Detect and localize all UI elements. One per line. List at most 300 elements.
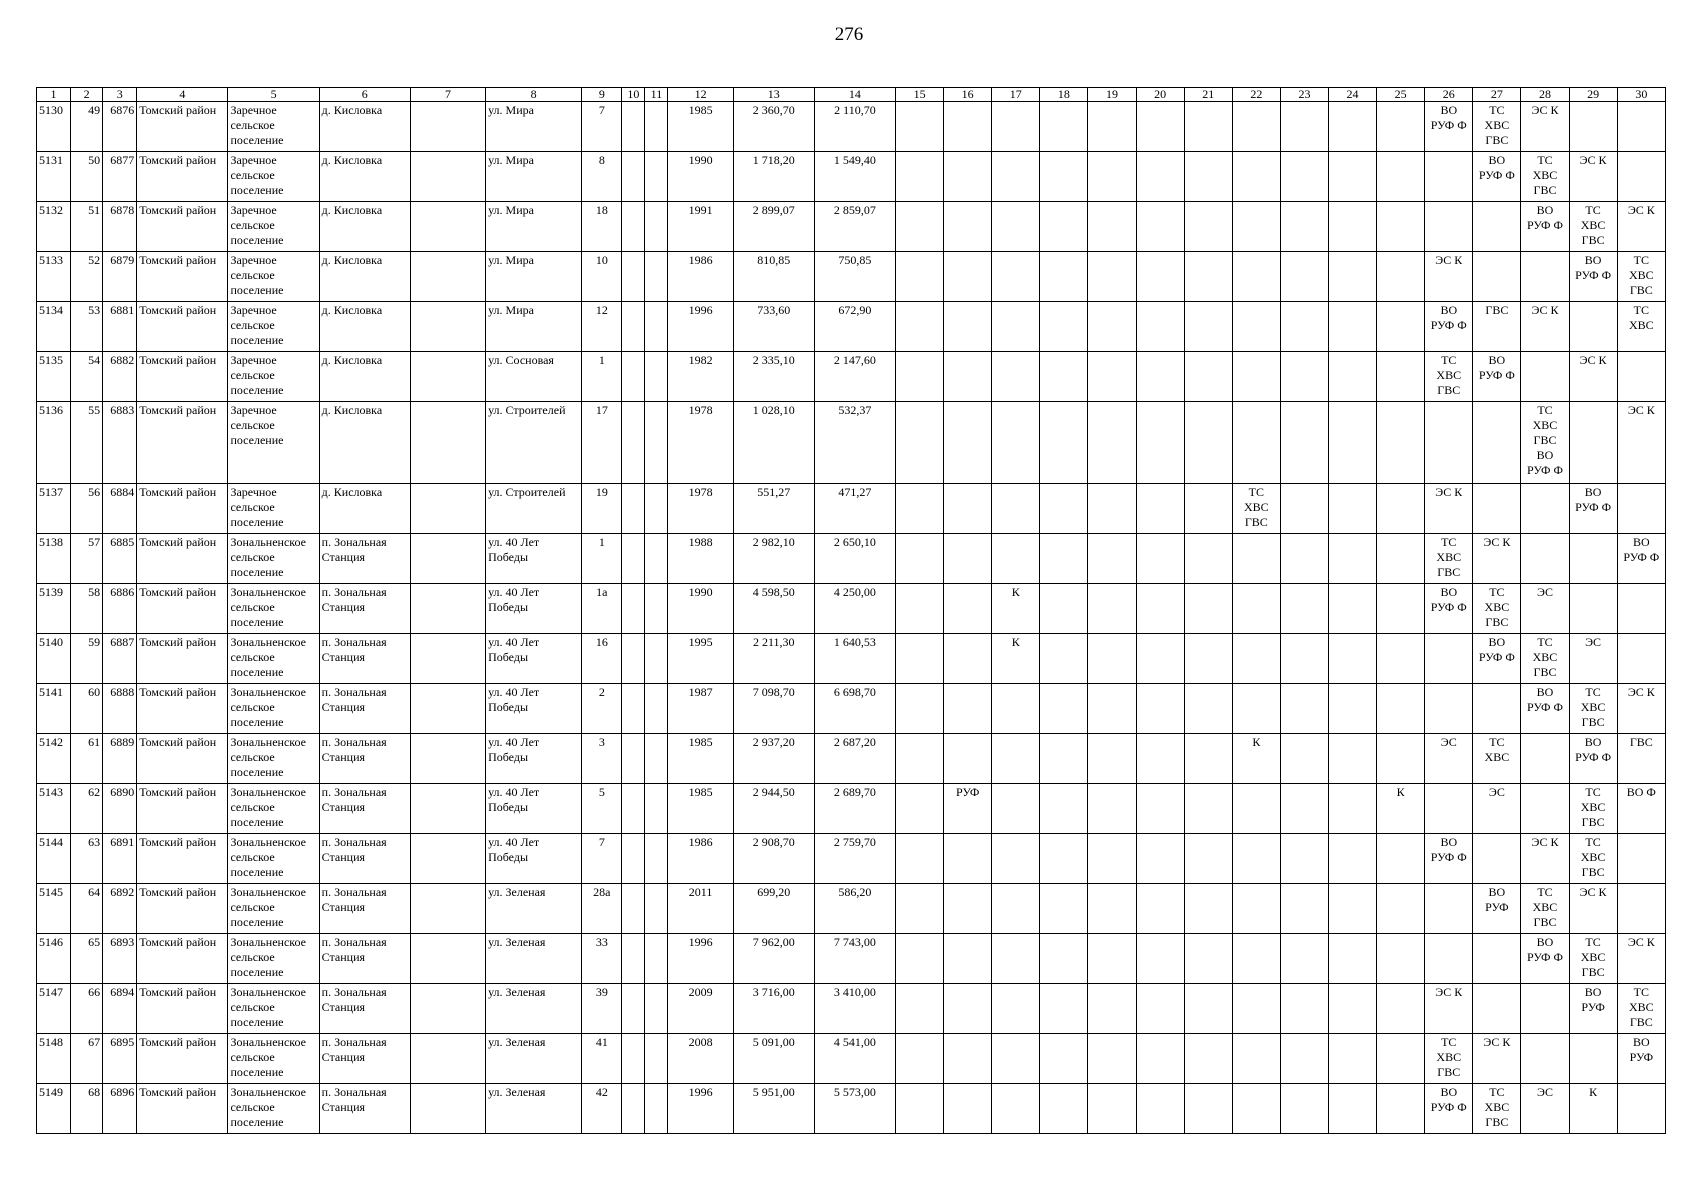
cell-col-23 <box>1280 884 1328 934</box>
cell-col-10 <box>622 784 645 834</box>
cell-col-19 <box>1088 884 1136 934</box>
column-number-26: 26 <box>1425 88 1473 102</box>
cell-col-24 <box>1329 1034 1377 1084</box>
table-row <box>37 784 1666 834</box>
cell-col-15 <box>896 302 944 352</box>
cell-col-23 <box>1280 734 1328 784</box>
cell-col-18 <box>1040 1084 1088 1134</box>
cell-col-16 <box>944 302 992 352</box>
cell-col-20 <box>1136 1084 1184 1134</box>
cell-col-20 <box>1136 352 1184 402</box>
cell-col-11 <box>645 1034 668 1084</box>
cell-col-21 <box>1184 402 1232 484</box>
cell-col-10 <box>622 884 645 934</box>
cell-col-10 <box>622 402 645 484</box>
cell-col-17 <box>992 202 1040 252</box>
cell-col-28: ВО РУФ Ф <box>1521 934 1569 984</box>
cell-col-6: п. Зональная Станция <box>319 784 410 834</box>
cell-col-16 <box>944 102 992 152</box>
cell-col-18 <box>1040 884 1088 934</box>
cell-col-4: Томский район <box>137 584 228 634</box>
cell-col-22 <box>1232 202 1280 252</box>
cell-col-2: 65 <box>71 934 103 984</box>
cell-col-1: 5140 <box>37 634 71 684</box>
cell-col-11 <box>645 984 668 1034</box>
column-number-30: 30 <box>1617 88 1665 102</box>
cell-col-10 <box>622 202 645 252</box>
cell-col-15 <box>896 834 944 884</box>
cell-col-18 <box>1040 484 1088 534</box>
cell-col-30 <box>1617 352 1665 402</box>
cell-col-15 <box>896 484 944 534</box>
cell-col-25 <box>1377 934 1425 984</box>
cell-col-7 <box>410 152 485 202</box>
cell-col-29: ТС ХВС ГВС <box>1569 834 1617 884</box>
column-number-25: 25 <box>1377 88 1425 102</box>
cell-col-6: д. Кисловка <box>319 152 410 202</box>
cell-col-17 <box>992 734 1040 784</box>
cell-col-30 <box>1617 584 1665 634</box>
cell-col-1: 5145 <box>37 884 71 934</box>
cell-col-6: д. Кисловка <box>319 402 410 484</box>
cell-col-26: ВО РУФ Ф <box>1425 302 1473 352</box>
cell-col-2: 54 <box>71 352 103 402</box>
cell-col-26: ЭС <box>1425 734 1473 784</box>
cell-col-3: 6889 <box>103 734 137 784</box>
cell-col-20 <box>1136 984 1184 1034</box>
cell-col-25 <box>1377 402 1425 484</box>
cell-col-14: 4 250,00 <box>814 584 895 634</box>
cell-col-29: ТС ХВС ГВС <box>1569 684 1617 734</box>
cell-col-5: Заречное сельское поселение <box>228 252 319 302</box>
cell-col-5: Заречное сельское поселение <box>228 402 319 484</box>
cell-col-8: ул. 40 Лет Победы <box>486 634 582 684</box>
cell-col-7 <box>410 102 485 152</box>
cell-col-4: Томский район <box>137 252 228 302</box>
cell-col-22 <box>1232 534 1280 584</box>
cell-col-10 <box>622 584 645 634</box>
cell-col-14: 2 859,07 <box>814 202 895 252</box>
cell-col-12: 1990 <box>668 584 733 634</box>
cell-col-23 <box>1280 1084 1328 1134</box>
cell-col-5: Зональненское сельское поселение <box>228 884 319 934</box>
cell-col-1: 5134 <box>37 302 71 352</box>
cell-col-20 <box>1136 934 1184 984</box>
cell-col-9: 2 <box>582 684 622 734</box>
cell-col-3: 6884 <box>103 484 137 534</box>
cell-col-22 <box>1232 102 1280 152</box>
cell-col-21 <box>1184 152 1232 202</box>
cell-col-17 <box>992 884 1040 934</box>
cell-col-4: Томский район <box>137 734 228 784</box>
cell-col-13: 5 091,00 <box>733 1034 814 1084</box>
cell-col-24 <box>1329 684 1377 734</box>
cell-col-8: ул. Мира <box>486 202 582 252</box>
cell-col-29: ЭС К <box>1569 884 1617 934</box>
cell-col-8: ул. Сосновая <box>486 352 582 402</box>
cell-col-16 <box>944 984 992 1034</box>
cell-col-5: Зональненское сельское поселение <box>228 734 319 784</box>
cell-col-30: ЭС К <box>1617 684 1665 734</box>
cell-col-17 <box>992 684 1040 734</box>
cell-col-19 <box>1088 352 1136 402</box>
cell-col-23 <box>1280 1034 1328 1084</box>
cell-col-4: Томский район <box>137 352 228 402</box>
cell-col-3: 6887 <box>103 634 137 684</box>
cell-col-12: 1982 <box>668 352 733 402</box>
table-row <box>37 1084 1666 1134</box>
cell-col-28: ЭС <box>1521 1084 1569 1134</box>
cell-col-17 <box>992 1034 1040 1084</box>
cell-col-1: 5139 <box>37 584 71 634</box>
cell-col-9: 7 <box>582 102 622 152</box>
cell-col-24 <box>1329 402 1377 484</box>
cell-col-13: 7 098,70 <box>733 684 814 734</box>
column-number-23: 23 <box>1280 88 1328 102</box>
cell-col-6: п. Зональная Станция <box>319 1084 410 1134</box>
cell-col-12: 1985 <box>668 734 733 784</box>
cell-col-7 <box>410 584 485 634</box>
cell-col-8: ул. Мира <box>486 152 582 202</box>
cell-col-15 <box>896 884 944 934</box>
cell-col-21 <box>1184 1084 1232 1134</box>
column-number-header-row <box>37 88 1666 102</box>
cell-col-6: д. Кисловка <box>319 252 410 302</box>
cell-col-27 <box>1473 984 1521 1034</box>
cell-col-20 <box>1136 534 1184 584</box>
cell-col-16 <box>944 1084 992 1134</box>
cell-col-24 <box>1329 1084 1377 1134</box>
cell-col-27: ЭС <box>1473 784 1521 834</box>
cell-col-17 <box>992 484 1040 534</box>
cell-col-23 <box>1280 252 1328 302</box>
column-number-22: 22 <box>1232 88 1280 102</box>
column-number-5: 5 <box>228 88 319 102</box>
cell-col-20 <box>1136 734 1184 784</box>
cell-col-3: 6876 <box>103 102 137 152</box>
cell-col-22: К <box>1232 734 1280 784</box>
cell-col-25 <box>1377 1034 1425 1084</box>
cell-col-10 <box>622 534 645 584</box>
cell-col-6: д. Кисловка <box>319 102 410 152</box>
cell-col-8: ул. 40 Лет Победы <box>486 834 582 884</box>
cell-col-20 <box>1136 102 1184 152</box>
cell-col-19 <box>1088 1084 1136 1134</box>
cell-col-2: 51 <box>71 202 103 252</box>
cell-col-3: 6883 <box>103 402 137 484</box>
cell-col-28: ЭС К <box>1521 102 1569 152</box>
cell-col-24 <box>1329 984 1377 1034</box>
table-row <box>37 152 1666 202</box>
cell-col-9: 3 <box>582 734 622 784</box>
column-number-15: 15 <box>896 88 944 102</box>
cell-col-30 <box>1617 634 1665 684</box>
cell-col-11 <box>645 784 668 834</box>
cell-col-12: 1978 <box>668 402 733 484</box>
cell-col-9: 12 <box>582 302 622 352</box>
cell-col-18 <box>1040 634 1088 684</box>
cell-col-6: п. Зональная Станция <box>319 634 410 684</box>
cell-col-12: 2008 <box>668 1034 733 1084</box>
cell-col-30: ЭС К <box>1617 402 1665 484</box>
cell-col-26 <box>1425 934 1473 984</box>
cell-col-29: ВО РУФ Ф <box>1569 484 1617 534</box>
column-number-20: 20 <box>1136 88 1184 102</box>
cell-col-20 <box>1136 784 1184 834</box>
cell-col-10 <box>622 984 645 1034</box>
cell-col-20 <box>1136 584 1184 634</box>
cell-col-22 <box>1232 584 1280 634</box>
cell-col-2: 61 <box>71 734 103 784</box>
cell-col-10 <box>622 1034 645 1084</box>
cell-col-18 <box>1040 584 1088 634</box>
table-row <box>37 352 1666 402</box>
cell-col-26 <box>1425 634 1473 684</box>
cell-col-26: ЭС К <box>1425 252 1473 302</box>
cell-col-3: 6893 <box>103 934 137 984</box>
cell-col-26 <box>1425 784 1473 834</box>
cell-col-16 <box>944 584 992 634</box>
cell-col-30 <box>1617 1084 1665 1134</box>
cell-col-4: Томский район <box>137 534 228 584</box>
cell-col-22 <box>1232 934 1280 984</box>
cell-col-23 <box>1280 934 1328 984</box>
cell-col-21 <box>1184 934 1232 984</box>
cell-col-23 <box>1280 202 1328 252</box>
cell-col-8: ул. Зеленая <box>486 1084 582 1134</box>
cell-col-14: 3 410,00 <box>814 984 895 1034</box>
cell-col-15 <box>896 784 944 834</box>
column-number-29: 29 <box>1569 88 1617 102</box>
cell-col-22 <box>1232 152 1280 202</box>
cell-col-9: 5 <box>582 784 622 834</box>
column-number-12: 12 <box>668 88 733 102</box>
cell-col-14: 750,85 <box>814 252 895 302</box>
cell-col-14: 5 573,00 <box>814 1084 895 1134</box>
cell-col-16 <box>944 734 992 784</box>
cell-col-2: 58 <box>71 584 103 634</box>
cell-col-13: 2 360,70 <box>733 102 814 152</box>
cell-col-22 <box>1232 252 1280 302</box>
cell-col-23 <box>1280 684 1328 734</box>
cell-col-15 <box>896 1084 944 1134</box>
cell-col-16 <box>944 252 992 302</box>
cell-col-7 <box>410 534 485 584</box>
cell-col-16 <box>944 534 992 584</box>
cell-col-14: 1 640,53 <box>814 634 895 684</box>
cell-col-30 <box>1617 834 1665 884</box>
cell-col-12: 1995 <box>668 634 733 684</box>
cell-col-18 <box>1040 934 1088 984</box>
cell-col-15 <box>896 934 944 984</box>
cell-col-11 <box>645 352 668 402</box>
cell-col-21 <box>1184 352 1232 402</box>
cell-col-19 <box>1088 684 1136 734</box>
cell-col-26 <box>1425 152 1473 202</box>
column-number-2: 2 <box>71 88 103 102</box>
cell-col-29: ЭС К <box>1569 352 1617 402</box>
cell-col-11 <box>645 152 668 202</box>
cell-col-12: 1987 <box>668 684 733 734</box>
cell-col-5: Заречное сельское поселение <box>228 202 319 252</box>
cell-col-30 <box>1617 152 1665 202</box>
column-number-11: 11 <box>645 88 668 102</box>
cell-col-6: п. Зональная Станция <box>319 984 410 1034</box>
cell-col-20 <box>1136 402 1184 484</box>
cell-col-28 <box>1521 984 1569 1034</box>
cell-col-1: 5147 <box>37 984 71 1034</box>
cell-col-5: Заречное сельское поселение <box>228 484 319 534</box>
cell-col-26 <box>1425 884 1473 934</box>
cell-col-27: ВО РУФ Ф <box>1473 634 1521 684</box>
cell-col-8: ул. Мира <box>486 252 582 302</box>
cell-col-10 <box>622 152 645 202</box>
cell-col-5: Заречное сельское поселение <box>228 152 319 202</box>
cell-col-9: 39 <box>582 984 622 1034</box>
cell-col-12: 2009 <box>668 984 733 1034</box>
table-row <box>37 202 1666 252</box>
cell-col-28 <box>1521 784 1569 834</box>
cell-col-11 <box>645 252 668 302</box>
cell-col-15 <box>896 734 944 784</box>
cell-col-28 <box>1521 734 1569 784</box>
cell-col-24 <box>1329 634 1377 684</box>
cell-col-24 <box>1329 934 1377 984</box>
cell-col-29: ВО РУФ Ф <box>1569 734 1617 784</box>
cell-col-19 <box>1088 152 1136 202</box>
cell-col-27 <box>1473 484 1521 534</box>
cell-col-24 <box>1329 784 1377 834</box>
cell-col-25 <box>1377 152 1425 202</box>
cell-col-7 <box>410 834 485 884</box>
cell-col-3: 6881 <box>103 302 137 352</box>
cell-col-1: 5148 <box>37 1034 71 1084</box>
cell-col-27: ВО РУФ Ф <box>1473 352 1521 402</box>
cell-col-24 <box>1329 252 1377 302</box>
cell-col-18 <box>1040 1034 1088 1084</box>
column-number-24: 24 <box>1329 88 1377 102</box>
cell-col-8: ул. Зеленая <box>486 884 582 934</box>
cell-col-8: ул. Мира <box>486 302 582 352</box>
cell-col-25 <box>1377 1084 1425 1134</box>
cell-col-3: 6879 <box>103 252 137 302</box>
cell-col-10 <box>622 252 645 302</box>
cell-col-7 <box>410 684 485 734</box>
cell-col-9: 17 <box>582 402 622 484</box>
cell-col-13: 7 962,00 <box>733 934 814 984</box>
cell-col-26: ВО РУФ Ф <box>1425 584 1473 634</box>
cell-col-11 <box>645 634 668 684</box>
cell-col-4: Томский район <box>137 834 228 884</box>
cell-col-22 <box>1232 634 1280 684</box>
cell-col-7 <box>410 934 485 984</box>
cell-col-3: 6877 <box>103 152 137 202</box>
cell-col-16 <box>944 934 992 984</box>
cell-col-12: 1986 <box>668 252 733 302</box>
cell-col-11 <box>645 734 668 784</box>
cell-col-21 <box>1184 884 1232 934</box>
cell-col-16 <box>944 634 992 684</box>
cell-col-23 <box>1280 584 1328 634</box>
cell-col-21 <box>1184 684 1232 734</box>
cell-col-11 <box>645 934 668 984</box>
cell-col-20 <box>1136 152 1184 202</box>
cell-col-6: п. Зональная Станция <box>319 684 410 734</box>
cell-col-11 <box>645 102 668 152</box>
cell-col-27: ВО РУФ <box>1473 884 1521 934</box>
cell-col-16 <box>944 402 992 484</box>
cell-col-11 <box>645 1084 668 1134</box>
cell-col-12: 1996 <box>668 302 733 352</box>
cell-col-25 <box>1377 534 1425 584</box>
cell-col-21 <box>1184 734 1232 784</box>
cell-col-22 <box>1232 302 1280 352</box>
column-number-10: 10 <box>622 88 645 102</box>
cell-col-24 <box>1329 734 1377 784</box>
cell-col-6: п. Зональная Станция <box>319 934 410 984</box>
cell-col-13: 4 598,50 <box>733 584 814 634</box>
cell-col-2: 68 <box>71 1084 103 1134</box>
table-row <box>37 252 1666 302</box>
cell-col-30 <box>1617 102 1665 152</box>
cell-col-26: ТС ХВС ГВС <box>1425 534 1473 584</box>
cell-col-19 <box>1088 834 1136 884</box>
cell-col-2: 57 <box>71 534 103 584</box>
column-number-8: 8 <box>486 88 582 102</box>
cell-col-15 <box>896 252 944 302</box>
cell-col-26 <box>1425 402 1473 484</box>
page-number: 276 <box>834 24 864 45</box>
cell-col-9: 28а <box>582 884 622 934</box>
cell-col-21 <box>1184 634 1232 684</box>
cell-col-19 <box>1088 102 1136 152</box>
cell-col-17 <box>992 784 1040 834</box>
cell-col-20 <box>1136 684 1184 734</box>
cell-col-21 <box>1184 202 1232 252</box>
cell-col-4: Томский район <box>137 484 228 534</box>
table-row <box>37 884 1666 934</box>
cell-col-26: ЭС К <box>1425 484 1473 534</box>
cell-col-27: ТС ХВС <box>1473 734 1521 784</box>
cell-col-11 <box>645 402 668 484</box>
cell-col-4: Томский район <box>137 1034 228 1084</box>
cell-col-22 <box>1232 1034 1280 1084</box>
cell-col-18 <box>1040 834 1088 884</box>
cell-col-17 <box>992 934 1040 984</box>
cell-col-14: 2 759,70 <box>814 834 895 884</box>
cell-col-8: ул. Строителей <box>486 484 582 534</box>
cell-col-17: К <box>992 634 1040 684</box>
cell-col-14: 586,20 <box>814 884 895 934</box>
cell-col-21 <box>1184 302 1232 352</box>
cell-col-15 <box>896 534 944 584</box>
cell-col-26 <box>1425 202 1473 252</box>
cell-col-1: 5136 <box>37 402 71 484</box>
cell-col-29 <box>1569 402 1617 484</box>
cell-col-5: Заречное сельское поселение <box>228 302 319 352</box>
cell-col-4: Томский район <box>137 152 228 202</box>
cell-col-28 <box>1521 352 1569 402</box>
cell-col-26: ВО РУФ Ф <box>1425 834 1473 884</box>
cell-col-21 <box>1184 252 1232 302</box>
cell-col-30: ТС ХВС ГВС <box>1617 252 1665 302</box>
cell-col-15 <box>896 152 944 202</box>
cell-col-21 <box>1184 984 1232 1034</box>
cell-col-18 <box>1040 352 1088 402</box>
cell-col-5: Зональненское сельское поселение <box>228 1034 319 1084</box>
cell-col-17 <box>992 302 1040 352</box>
column-number-19: 19 <box>1088 88 1136 102</box>
